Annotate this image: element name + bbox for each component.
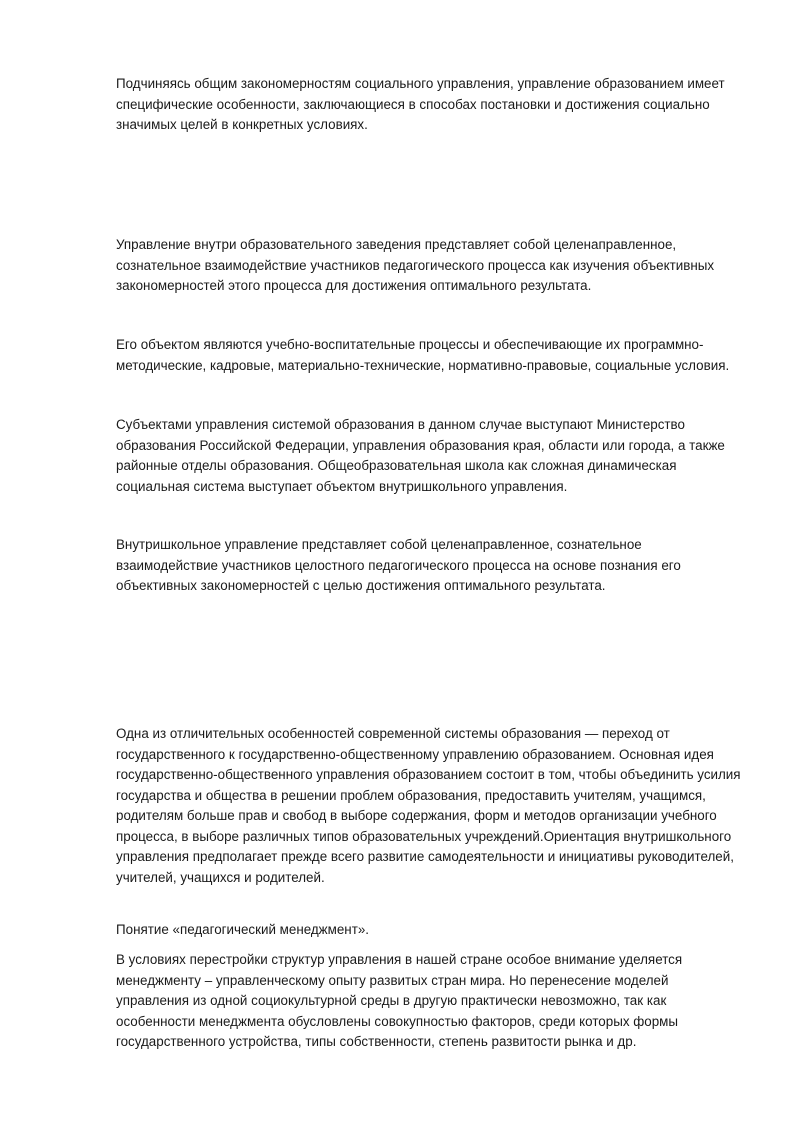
paragraph-management-object: Его объектом являются учебно-воспитательные процессы и обеспечивающие их программно-методические, кадровые, материально-технические, нормативно-правовые, социальные условия. (116, 337, 730, 373)
paragraph-pedagogical-management-heading: Понятие «педагогический менеджмент». (116, 922, 369, 937)
paragraph-state-public-management: Одна из отличительных особенностей современной системы образования — переход от государственного к государственно-общественному управлению образованием. Основная идея государственно-общественного управления образованием состоит в том, чтобы объединить усилия государства и общества в решении проблем образования, предоставить учителям, учащимся, родителям больше прав и свобод в выборе содержания, форм и методов организации учебного процесса, в выборе различных типов образовательных учреждений.Ориентация внутришкольного управления предполагает прежде всего развитие самодеятельности и инициативы руководителей, учителей, учащихся и родителей. (116, 726, 741, 885)
paragraph-management-subjects: Субъектами управления системой образования в данном случае выступают Министерство образования Российской Федерации, управления образования края, области или города, а также районные отделы образования. Общеобразовательная школа как сложная динамическая социальная система выступает объектом внутришкольного управления. (116, 417, 725, 494)
paragraph-management-experience: В условиях перестройки структур управления в нашей стране особое внимание уделяется менеджменту – управленческому опыту развитых стран мира. Но перенесение моделей управления из одной социокультурной среды в другую практически невозможно, так как особенности менеджмента обусловлены совокупностью факторов, среди которых формы государственного устройства, типы собственности, степень развитости рынка и др. (116, 952, 683, 1049)
paragraph-social-management: Подчиняясь общим закономерностям социального управления, управление образованием имеет специфические особенности, заключающиеся в способах постановки и достижения социально значимых целей в конкретных условиях. (116, 76, 725, 132)
paragraph-internal-management: Управление внутри образовательного заведения представляет собой целенаправленное, сознательное взаимодействие участников педагогического процесса как изучения объективных закономерностей этого процесса для достижения оптимального результата. (116, 237, 715, 293)
paragraph-intraschool-management: Внутришкольное управление представляет собой целенаправленное, сознательное взаимодействие участников целостного педагогического процесса на основе познания его объективных закономерностей с целью достижения оптимального результата. (116, 537, 681, 593)
